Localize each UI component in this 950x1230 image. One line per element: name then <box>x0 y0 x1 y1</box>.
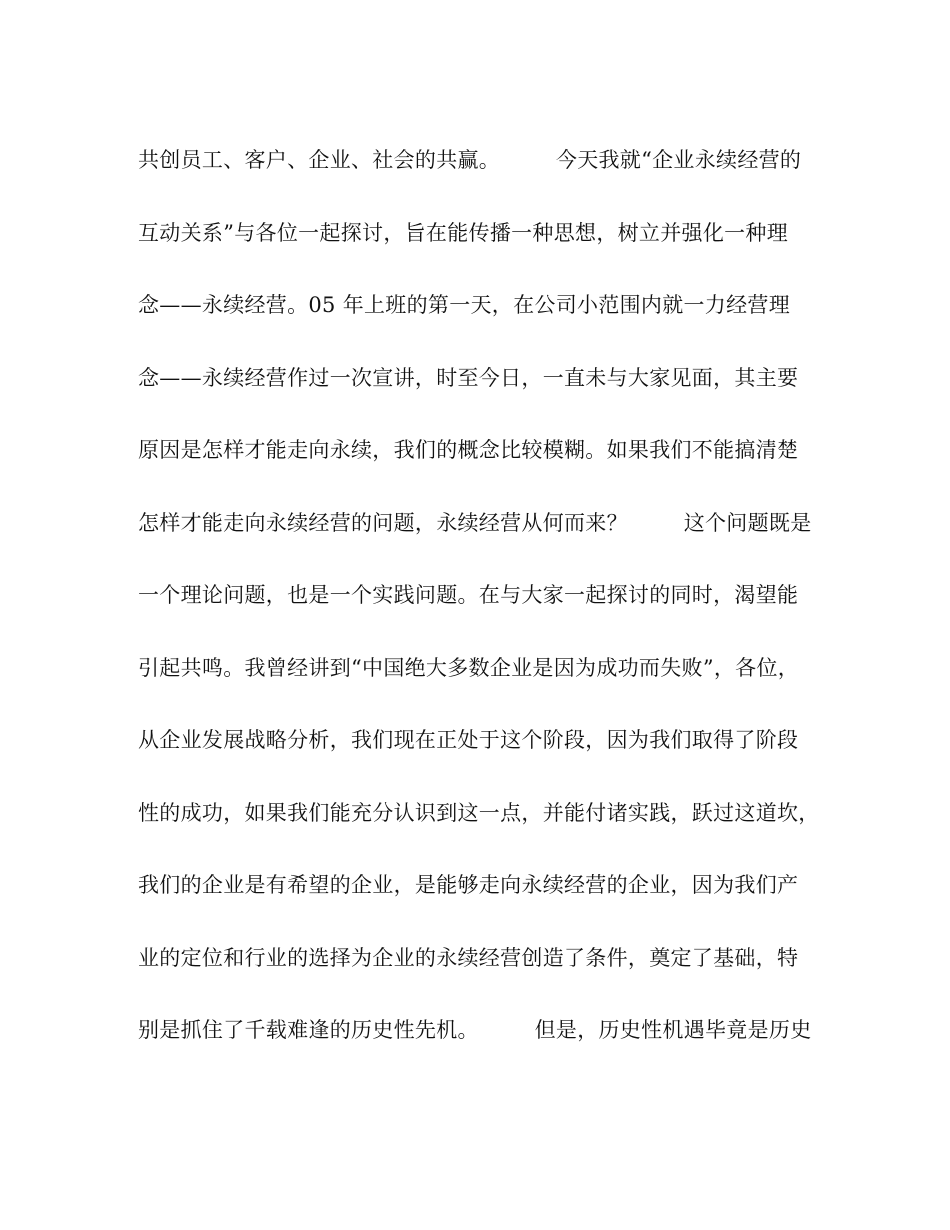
text-line: 原因是怎样才能走向永续，我们的概念比较模糊。如果我们不能搞清楚 <box>138 438 799 462</box>
text-line: 从企业发展战略分析，我们现在正处于这个阶段，因为我们取得了阶段 <box>138 728 799 752</box>
text-line: 性的成功，如果我们能充分认识到这一点，并能付诸实践，跃过这道坎， <box>138 800 820 825</box>
text-line: 业的定位和行业的选择为企业的永续经营创造了条件，奠定了基础，特 <box>138 945 799 970</box>
text-line: 我们的企业是有希望的企业，是能够走向永续经营的企业，因为我们产 <box>138 873 799 897</box>
text-line: 念——永续经营作过一次宣讲，时至今日，一直未与大家见面，其主要 <box>138 365 799 390</box>
text-line: 一个理论问题，也是一个实践问题。在与大家一起探讨的同时，渴望能 <box>138 583 799 607</box>
text-line: 互动关系”与各位一起探讨，旨在能传播一种思想，树立并强化一种理 <box>138 220 789 245</box>
text-line: 别是抓住了千载难逢的历史性先机。 但是，历史性机遇毕竟是历史 <box>138 1018 812 1042</box>
text-line: 共创员工、客户、企业、社会的共赢。 今天我就“企业永续经营的 <box>138 148 802 172</box>
text-line: 念——永续经营。05 年上班的第一天，在公司小范围内就一力经营理 <box>138 293 790 317</box>
text-line: 怎样才能走向永续经营的问题，永续经营从何而来？ 这个问题既是 <box>138 510 812 535</box>
text-line: 引起共鸣。我曾经讲到“中国绝大多数企业是因为成功而失败”，各位， <box>138 655 800 680</box>
body-text <box>138 138 838 1081</box>
